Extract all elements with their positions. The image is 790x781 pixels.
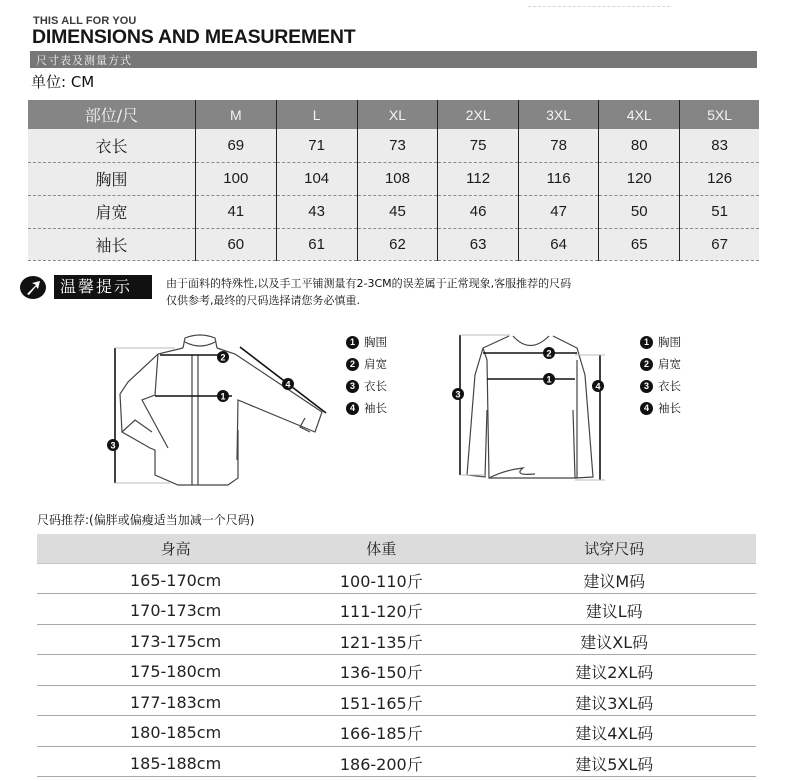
- weight-cell: 100-110斤: [290, 563, 472, 594]
- tip-line-2: 仅供参考,最终的尺码选择请您务必慎重.: [166, 294, 360, 307]
- table-cell: 108: [357, 162, 438, 195]
- recommendation-caption: 尺码推荐:(偏胖或偏瘦适当加减一个尺码): [37, 513, 255, 527]
- svg-text:1: 1: [546, 374, 552, 385]
- shirt-diagram: [100, 320, 340, 490]
- corner-header: 部位/尺: [28, 100, 195, 129]
- table-row: [28, 162, 759, 195]
- legend-item: [640, 353, 681, 375]
- svg-text:4: 4: [285, 379, 291, 390]
- table-row: [28, 129, 759, 162]
- table-cell: 71: [276, 129, 357, 162]
- table-row: [37, 655, 756, 686]
- tip-text: [166, 275, 571, 309]
- table-row: [37, 685, 756, 716]
- table-cell: 46: [438, 195, 518, 228]
- size-cell: 建议3XL码: [472, 685, 756, 716]
- table-cell: 75: [438, 129, 518, 162]
- size-table-header-row: [28, 100, 759, 129]
- tip-label: 温馨提示: [54, 275, 152, 299]
- table-cell: 65: [599, 228, 680, 260]
- shirt-legend: [346, 331, 387, 419]
- size-header: 试穿尺码: [472, 534, 756, 563]
- legend-item: [346, 375, 387, 397]
- table-cell: 116: [518, 162, 598, 195]
- table-cell: 112: [438, 162, 518, 195]
- table-row: [37, 563, 756, 594]
- legend-item: [640, 331, 681, 353]
- legend-item: [346, 397, 387, 419]
- weight-cell: 186-200斤: [290, 746, 472, 777]
- legend-label: 袖长: [658, 401, 681, 415]
- table-row: [28, 195, 759, 228]
- size-cell: 建议M码: [472, 563, 756, 594]
- svg-text:4: 4: [595, 381, 601, 392]
- legend-label: 衣长: [658, 379, 681, 393]
- table-row: [28, 228, 759, 260]
- table-cell: 41: [195, 195, 276, 228]
- legend-label: 衣长: [364, 379, 387, 393]
- table-row: [37, 746, 756, 777]
- number-badge-icon: 1: [346, 336, 359, 349]
- table-cell: 69: [195, 129, 276, 162]
- svg-text:2: 2: [546, 348, 552, 359]
- svg-text:2: 2: [220, 352, 226, 363]
- height-cell: 180-185cm: [37, 716, 290, 747]
- recommendation-header-row: [37, 534, 756, 563]
- height-cell: 173-175cm: [37, 624, 290, 655]
- number-badge-icon: 4: [640, 402, 653, 415]
- weight-cell: 121-135斤: [290, 624, 472, 655]
- height-header: 身高: [37, 534, 290, 563]
- arrow-up-right-icon: [20, 276, 46, 299]
- size-cell: 建议5XL码: [472, 746, 756, 777]
- recommendation-table: [37, 534, 756, 777]
- size-cell: 建议4XL码: [472, 716, 756, 747]
- size-header: 4XL: [599, 100, 680, 129]
- height-cell: 170-173cm: [37, 594, 290, 625]
- legend-label: 肩宽: [658, 357, 681, 371]
- weight-header: 体重: [290, 534, 472, 563]
- table-cell: 47: [518, 195, 598, 228]
- legend-item: [346, 353, 387, 375]
- height-cell: 177-183cm: [37, 685, 290, 716]
- size-header: 3XL: [518, 100, 598, 129]
- legend-label: 袖长: [364, 401, 387, 415]
- table-cell: 61: [276, 228, 357, 260]
- row-label: 袖长: [28, 228, 195, 260]
- svg-text:3: 3: [455, 389, 461, 400]
- table-cell: 104: [276, 162, 357, 195]
- legend-item: [346, 331, 387, 353]
- table-cell: 50: [599, 195, 680, 228]
- section-bar-label: 尺寸表及测量方式: [36, 54, 132, 67]
- size-cell: 建议XL码: [472, 624, 756, 655]
- svg-text:1: 1: [220, 391, 226, 402]
- table-cell: 60: [195, 228, 276, 260]
- number-badge-icon: 3: [640, 380, 653, 393]
- table-row: [37, 594, 756, 625]
- weight-cell: 111-120斤: [290, 594, 472, 625]
- size-header: L: [276, 100, 357, 129]
- svg-text:3: 3: [110, 440, 116, 451]
- size-table: [28, 100, 759, 261]
- table-cell: 80: [599, 129, 680, 162]
- tip-badge: [20, 275, 152, 299]
- number-badge-icon: 4: [346, 402, 359, 415]
- number-badge-icon: 1: [640, 336, 653, 349]
- table-cell: 51: [680, 195, 759, 228]
- table-row: [37, 716, 756, 747]
- weight-cell: 136-150斤: [290, 655, 472, 686]
- table-cell: 62: [357, 228, 438, 260]
- size-header: XL: [357, 100, 438, 129]
- table-cell: 126: [680, 162, 759, 195]
- size-cell: 建议2XL码: [472, 655, 756, 686]
- table-cell: 83: [680, 129, 759, 162]
- table-cell: 67: [680, 228, 759, 260]
- table-cell: 120: [599, 162, 680, 195]
- number-badge-icon: 3: [346, 380, 359, 393]
- size-header: 2XL: [438, 100, 518, 129]
- sweater-legend: [640, 331, 681, 419]
- size-cell: 建议L码: [472, 594, 756, 625]
- table-row: [37, 624, 756, 655]
- row-label: 胸围: [28, 162, 195, 195]
- size-header: M: [195, 100, 276, 129]
- unit-label: 单位: CM: [31, 73, 95, 91]
- legend-label: 肩宽: [364, 357, 387, 371]
- size-header: 5XL: [680, 100, 759, 129]
- table-cell: 73: [357, 129, 438, 162]
- height-cell: 165-170cm: [37, 563, 290, 594]
- sweater-diagram: [445, 330, 615, 485]
- legend-item: [640, 397, 681, 419]
- table-cell: 64: [518, 228, 598, 260]
- table-cell: 45: [357, 195, 438, 228]
- legend-label: 胸围: [364, 335, 387, 349]
- table-cell: 78: [518, 129, 598, 162]
- table-cell: 100: [195, 162, 276, 195]
- number-badge-icon: 2: [640, 358, 653, 371]
- weight-cell: 166-185斤: [290, 716, 472, 747]
- height-cell: 175-180cm: [37, 655, 290, 686]
- section-bar: [30, 51, 757, 68]
- legend-label: 胸围: [658, 335, 681, 349]
- height-cell: 185-188cm: [37, 746, 290, 777]
- tip-line-1: 由于面料的特殊性,以及手工平铺测量有2-3CM的误差属于正常现象,客服推荐的尺码: [166, 277, 572, 290]
- eyebrow-text: THIS ALL FOR YOU: [33, 15, 137, 27]
- weight-cell: 151-165斤: [290, 685, 472, 716]
- faint-decoration-line: [528, 6, 670, 12]
- table-cell: 43: [276, 195, 357, 228]
- table-cell: 63: [438, 228, 518, 260]
- number-badge-icon: 2: [346, 358, 359, 371]
- row-label: 衣长: [28, 129, 195, 162]
- page-title: DIMENSIONS AND MEASUREMENT: [32, 26, 356, 48]
- legend-item: [640, 375, 681, 397]
- row-label: 肩宽: [28, 195, 195, 228]
